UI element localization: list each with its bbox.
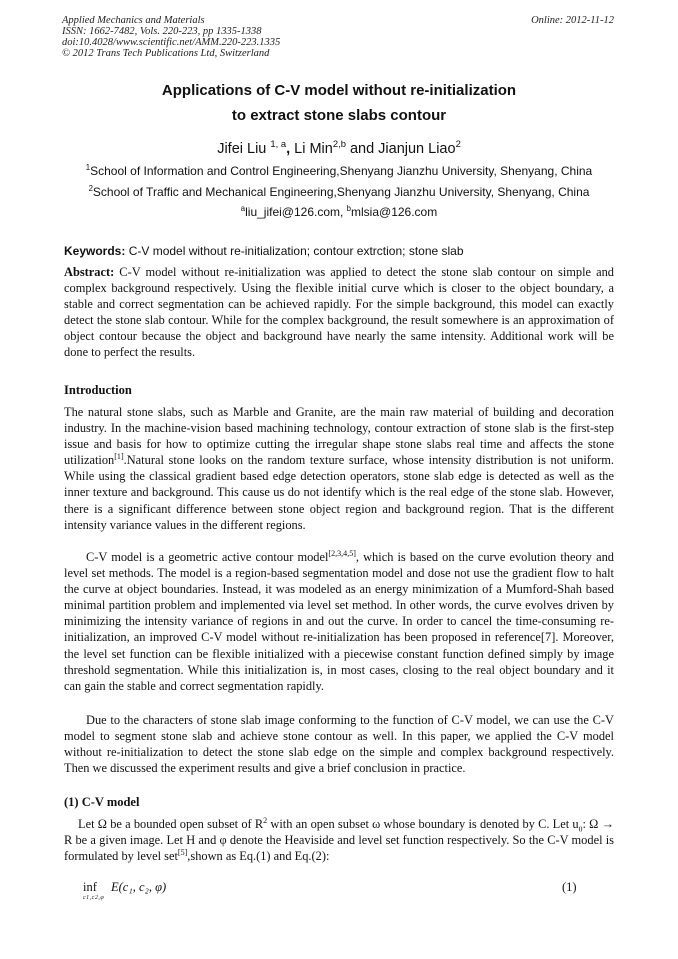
- citation: [1]: [114, 452, 124, 462]
- superscript: 2: [263, 815, 268, 825]
- intro-paragraph-1: [64, 404, 614, 533]
- author-emails: [0, 205, 678, 219]
- paper-title-line-1: Applications of C-V model without re-initialization: [161, 82, 517, 99]
- subscript: 0: [578, 824, 583, 834]
- journal-info: [62, 15, 280, 59]
- abstract-text: C-V model without re-initialization was applied to detect the stone slab contour on simple and complex background respectively. Using the flexible initial curve which is closer to the object boundary, a stable and correct segmentation can be achieved rapidly. For the simple background, this model can exactly detect the stone slab contour. While for the complex background, the result somewhere is an approximation of object contour because the object and background have nearly the same intensity. Additional work will be done to perfect the results.: [64, 265, 614, 360]
- affiliation-2: [0, 185, 678, 199]
- author-affiliation-mark: 2: [455, 138, 461, 150]
- equation-number: (1): [562, 880, 577, 894]
- author-name: Jianjun Liao: [378, 141, 456, 157]
- keywords-line: [64, 244, 614, 258]
- paragraph-text: Let Ω be a bounded open subset of R: [78, 817, 264, 831]
- online-date: Online: 2012-11-12: [531, 15, 614, 26]
- paper-title-line-2: to extract stone slabs contour: [231, 107, 447, 124]
- equation-expression: E(c₁, c₂, φ): [111, 880, 167, 894]
- email-mark: b: [346, 204, 352, 213]
- affiliation-1: [0, 164, 678, 178]
- abstract-paragraph: [64, 264, 614, 361]
- email-mark: a: [240, 204, 246, 213]
- equation-subscript: c1,c2,φ: [83, 895, 105, 901]
- issn-line: ISSN: 1662-7482, Vols. 220-223, pp 1335-1338: [62, 26, 262, 37]
- section-heading-cv-model: (1) C-V model: [64, 795, 140, 809]
- intro-paragraph-2: [64, 549, 614, 694]
- cv-model-paragraph: [64, 816, 614, 864]
- copyright-line: © 2012 Trans Tech Publications Ltd, Switzerland: [62, 48, 270, 59]
- paragraph-text: .Natural stone looks on the random texture surface, whose intensity distribution is not uniform. While using the classical gradient based edge detection operators, stone slab edge is detected as well as the inner texture and background. This cause us do not identify which is the real edge of the stone slab. However, there is a significant difference between stone object region and background region. That is the different intensity variance values in the different regions.: [64, 453, 614, 532]
- paragraph-text: , which is based on the curve evolution theory and level set methods. The model is a region-based segmentation model and dose not use the gradient flow to halt the curve at object boundaries. Instead, it was modeled as an energy minimization of a Mumford-Shah based minimal partition problem and implemented via level set method. In other words, the curve evolves driven by minimizing the intensity variance of regions in and out the curve. In order to cancel the time-consuming re-initialization, an improved C-V model without re-initialization has been proposed in reference[7]. Moreover, the level set function can be flexible initialized with a piecewise constant function defined simply by image threshold segmentation. While this initialization is, in most cases, closing to the real object boundary and it can gain the stable and correct segmentation rapidly.: [64, 550, 614, 693]
- paragraph-text: The natural stone slabs, such as Marble and Granite, are the main raw material of building and decoration industry. In the machine-vision based machining technology, contour extraction of stone slab is the first-step issue and basis for how to optimize cutting the irregular shape stone slabs real time and affects the stone utilization: [64, 405, 614, 468]
- equation-operator: inf: [83, 880, 97, 894]
- journal-name: Applied Mechanics and Materials: [62, 15, 205, 26]
- paragraph-text: Due to the characters of stone slab image conforming to the function of C-V model, we can use the C-V model to segment stone slab and achieve stone contour as well. In this paper, we applied the C-V model without re-initialization to detect the stone slab edge on the simple and complex background respectively. Then we discussed the experiment results and give a brief conclusion in practice.: [64, 713, 614, 776]
- author-list: [0, 138, 678, 157]
- author-separator: ,: [286, 141, 295, 157]
- paragraph-text: : Ω → R be a given image. Let H and φ denote the Heaviside and level set function respectively. So the C-V model is formulated by level set: [64, 817, 614, 864]
- paragraph-text: with an open subset ω whose boundary is denoted by C. Let u: [267, 817, 579, 831]
- paragraph-text: ,shown as Eq.(1) and Eq.(2):: [187, 849, 330, 864]
- author-conjunction: and: [345, 141, 379, 157]
- email-address: mlsia@126.com: [351, 205, 438, 219]
- keywords-label: Keywords:: [64, 244, 126, 258]
- author-name: Li Min: [294, 141, 333, 157]
- email-address: liu_jifei@126.com,: [245, 205, 347, 219]
- affiliation-mark: 1: [85, 163, 91, 172]
- author-name: Jifei Liu: [217, 141, 271, 157]
- affiliation-text: School of Information and Control Engineering,Shenyang Jianzhu University, Shenyang, China: [90, 164, 593, 178]
- citation: [2,3,4,5]: [328, 548, 356, 558]
- doi-line: doi:10.4028/www.scientific.net/AMM.220-223.1335: [62, 37, 281, 48]
- affiliation-mark: 2: [88, 184, 93, 193]
- author-affiliation-mark: 1, a: [270, 138, 287, 150]
- paragraph-text: C-V model is a geometric active contour model: [86, 550, 329, 564]
- author-affiliation-mark: 2,b: [332, 138, 346, 150]
- abstract-label: Abstract:: [64, 265, 115, 279]
- intro-paragraph-3: [64, 712, 614, 776]
- section-heading-introduction: Introduction: [64, 383, 132, 397]
- keywords-text: C-V model without re-initialization; contour extrction; stone slab: [125, 244, 464, 258]
- affiliation-text: School of Traffic and Mechanical Engineering,Shenyang Jianzhu University, Shenyang, China: [92, 185, 590, 199]
- citation: [5]: [177, 848, 188, 858]
